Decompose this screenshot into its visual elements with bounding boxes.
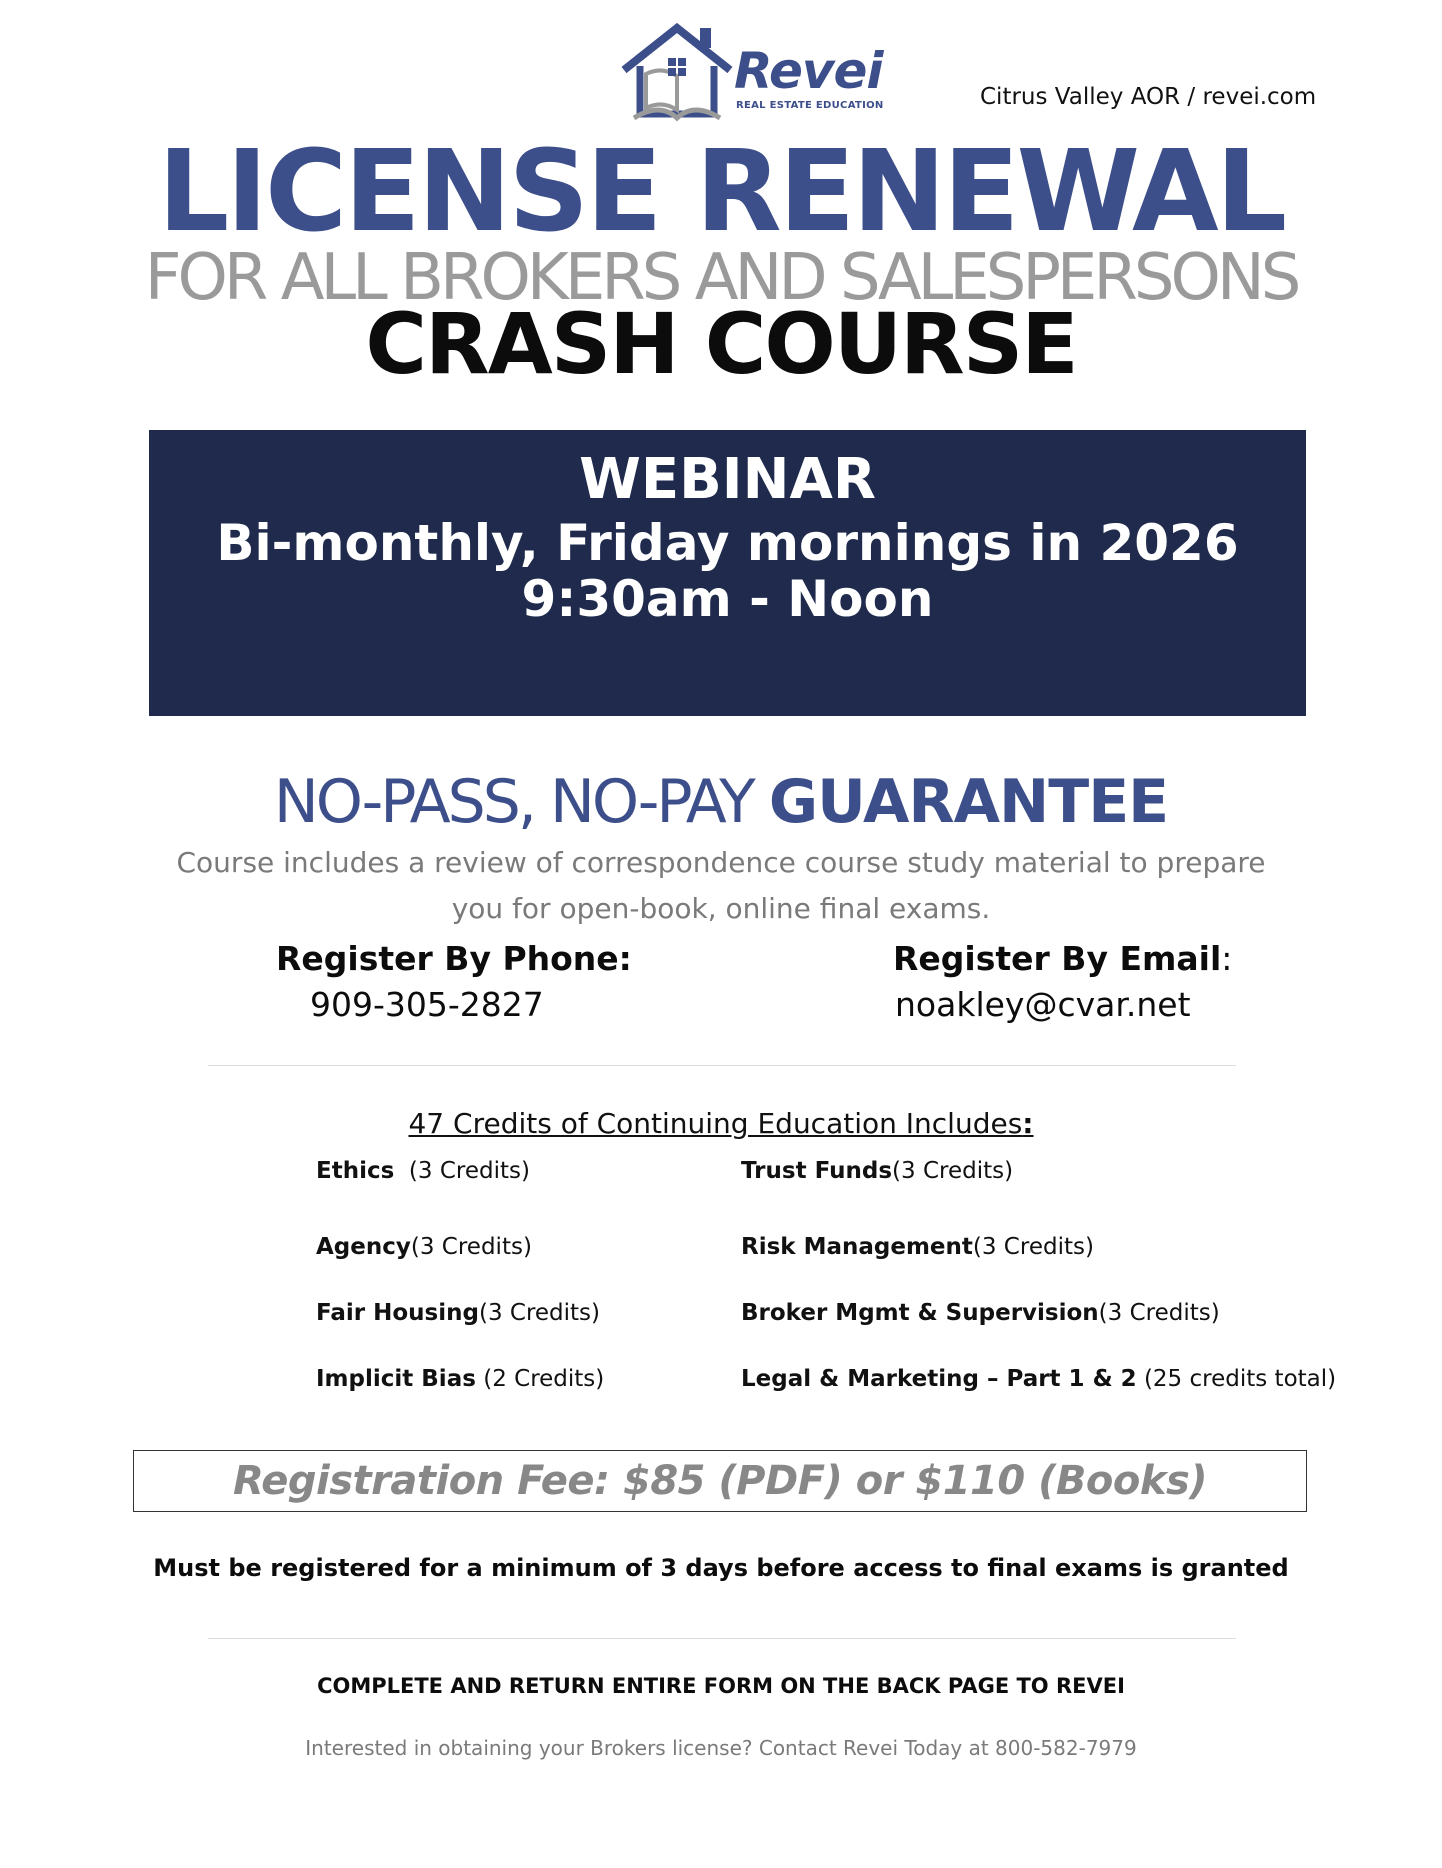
course-trust-funds [741,1160,1013,1183]
credits-heading-text: 47 Credits of Continuing Education Includes [408,1107,1023,1140]
brokers-license-contact: Interested in obtaining your Brokers license? Contact Revei Today at 800-582-7979 [305,1736,1137,1760]
course-credits: (3 Credits) [410,1234,532,1260]
course-fair-housing [316,1302,600,1325]
course-ethics [316,1160,530,1183]
course-credits: (3 Credits) [1098,1300,1220,1326]
guarantee-heading [0,767,1442,837]
course-risk-management [741,1236,1094,1259]
register-phone-value[interactable]: 909-305-2827 [310,985,544,1024]
course-name: Legal & Marketing – Part 1 & 2 [741,1366,1137,1392]
course-credits: (25 credits total) [1136,1366,1337,1392]
register-email-label [893,939,1233,978]
course-name: Ethics [316,1158,395,1184]
course-legal-marketing [741,1368,1336,1391]
webinar-banner [149,430,1306,716]
header-org-site: Citrus Valley AOR / revei.com [980,84,1317,110]
course-name: Broker Mgmt & Supervision [741,1300,1099,1326]
course-name: Agency [316,1234,411,1260]
logo-wordmark: Revei [734,42,883,100]
course-credits: (3 Credits) [394,1158,530,1184]
banner-webinar: WEBINAR [579,447,876,512]
banner-schedule: Bi-monthly, Friday mornings in 2026 [216,514,1239,572]
register-email-colon: : [1221,939,1233,978]
credits-heading [0,1107,1442,1140]
course-credits: (2 Credits) [475,1366,605,1392]
course-name: Risk Management [741,1234,973,1260]
credits-heading-colon: : [1022,1107,1034,1140]
logo-tagline: REAL ESTATE EDUCATION [736,100,884,111]
divider-bottom [208,1638,1236,1639]
course-credits: (3 Credits) [478,1300,601,1326]
banner-time: 9:30am - Noon [521,570,934,628]
course-broker-mgmt [741,1302,1220,1325]
course-implicit-bias [316,1368,604,1391]
course-name: Implicit Bias [316,1366,476,1392]
guarantee-light: NO-PASS, NO-PAY [273,767,769,837]
registration-fee: Registration Fee: $85 (PDF) or $110 (Books) [232,1458,1208,1504]
register-email-value[interactable]: noakley@cvar.net [895,985,1191,1024]
divider-top [208,1065,1236,1066]
course-credits: (3 Credits) [892,1158,1014,1184]
guarantee-bold: GUARANTEE [768,767,1169,837]
register-phone-label: Register By Phone: [276,939,632,978]
house-icon [620,22,734,122]
title-license-renewal: LICENSE RENEWAL [157,127,1285,257]
course-agency [316,1236,532,1259]
course-description: Course includes a review of correspondence course study material to prepare you for open-book, online final exams. [176,846,1266,925]
title-audience: FOR ALL BROKERS AND SALESPERSONS [144,241,1298,315]
complete-return-note: COMPLETE AND RETURN ENTIRE FORM ON THE BACK PAGE TO REVEI [317,1674,1125,1698]
course-name: Fair Housing [316,1300,479,1326]
title-crash-course: CRASH COURSE [365,295,1077,393]
minimum-registration-note: Must be registered for a minimum of 3 days before access to final exams is granted [153,1554,1289,1582]
revei-logo [620,22,890,122]
registration-fee-box [133,1450,1307,1512]
course-credits: (3 Credits) [972,1234,1094,1260]
course-name: Trust Funds [741,1158,893,1184]
register-email-label-text: Register By Email [893,939,1222,978]
